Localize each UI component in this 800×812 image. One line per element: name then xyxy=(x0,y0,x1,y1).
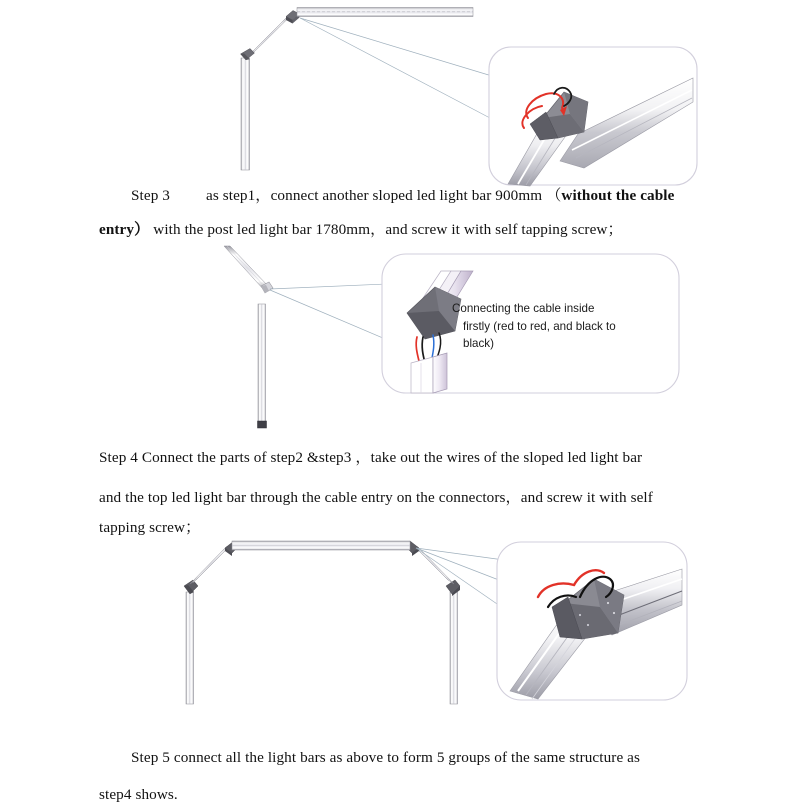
step4-line3-text: tapping screw； xyxy=(99,519,201,536)
leader-lines-2 xyxy=(270,284,386,338)
step5-line2-text: step4 shows. xyxy=(99,786,178,803)
arch-left-post xyxy=(186,592,194,704)
step5-line1-text: Step 5 connect all the light bars as above to form 5 groups of the same structure as xyxy=(131,749,641,766)
post-led-light-bar xyxy=(241,58,250,170)
leader-lines-3 xyxy=(416,548,504,606)
callout-cable-connection xyxy=(381,253,681,395)
leader-lines xyxy=(300,18,492,118)
step3-line1-text: Step 3 as step1，connect another sloped led light bar 900mm （without the cable xyxy=(131,187,675,204)
paragraph-step5-line1 xyxy=(131,741,640,775)
step3-line2-text: entry） with the post led light bar 1780mm，and screw it with self tapping screw； xyxy=(99,221,623,238)
callout-cable-text xyxy=(452,300,648,353)
step4-line2-text: and the top led light bar through the cable entry on the connectors，and screw it with self xyxy=(99,489,653,506)
figure-step3-assembly xyxy=(0,0,500,180)
callout-text-line2: firstly (red to red, and black to xyxy=(463,319,616,333)
paragraph-step4-line1 xyxy=(99,441,642,475)
sloped-led-light-bar-2 xyxy=(224,246,269,290)
paragraph-step4-line2 xyxy=(99,481,653,515)
arch-right-bottom-connector xyxy=(446,580,460,596)
figure-step3-post-assembly xyxy=(190,246,410,436)
arch-top-bar xyxy=(232,541,410,550)
figure-step4-arch-assembly xyxy=(170,530,510,710)
post-foot-cap xyxy=(258,421,267,428)
paragraph-step5-line2 xyxy=(99,778,178,812)
arch-right-post xyxy=(450,592,458,704)
callout-text-line3: black) xyxy=(463,337,494,350)
paragraph-step3-line2 xyxy=(99,213,623,247)
top-led-light-bar xyxy=(297,8,473,17)
post-led-light-bar-2 xyxy=(258,304,267,428)
paragraph-step3-line1 xyxy=(131,179,674,213)
callout-step3-connector-detail xyxy=(488,46,702,190)
callout-step4-connector-detail xyxy=(496,541,690,703)
step4-line1-text: Step 4 Connect the parts of step2 &step3 ，take out the wires of the sloped led light bar xyxy=(99,449,643,466)
callout-text-line1: Connecting the cable inside xyxy=(452,302,595,315)
